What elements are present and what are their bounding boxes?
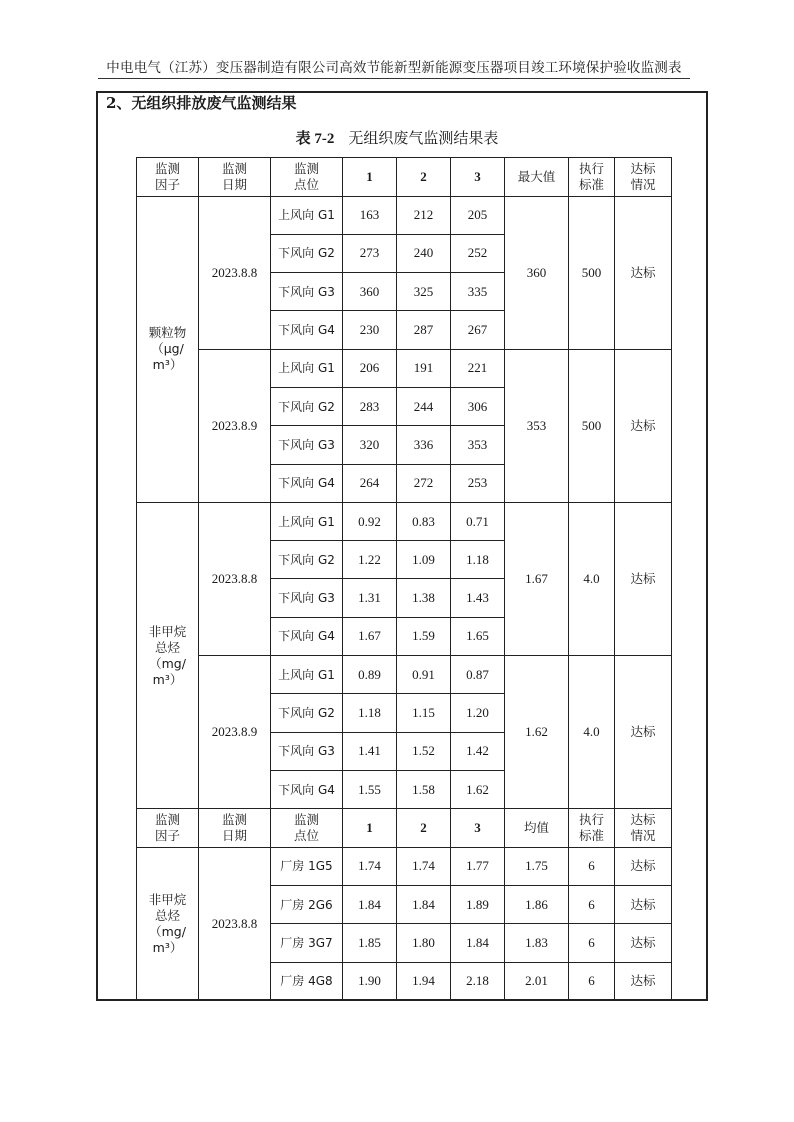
point-cell: 下风向 G3 <box>271 426 343 464</box>
value-cell: 1.41 <box>343 732 397 770</box>
header-col3: 3 <box>451 809 505 848</box>
value-cell: 1.59 <box>397 617 451 655</box>
header-date <box>199 809 271 848</box>
mean-cell: 1.83 <box>505 924 569 962</box>
header-compliance-line: 情况 <box>630 828 656 843</box>
date-cell: 2023.8.8 <box>199 847 271 1000</box>
factor-cell <box>137 196 199 502</box>
date-cell: 2023.8.9 <box>199 349 271 502</box>
value-cell: 191 <box>397 349 451 387</box>
header-standard-line: 标准 <box>578 176 604 192</box>
header-date-line: 日期 <box>221 828 247 843</box>
header-factor-line: 因子 <box>154 828 180 843</box>
point-cell: 上风向 G1 <box>271 196 343 234</box>
value-cell: 335 <box>451 273 505 311</box>
value-cell: 252 <box>451 234 505 272</box>
value-cell: 1.18 <box>343 694 397 732</box>
factor-cell-line: 总烃 <box>154 639 180 655</box>
value-cell: 1.84 <box>451 924 505 962</box>
mean-cell: 2.01 <box>505 962 569 1000</box>
value-cell: 0.92 <box>343 502 397 540</box>
point-cell: 下风向 G4 <box>271 464 343 502</box>
factor-cell-line: m³） <box>152 939 183 955</box>
compliance-cell: 达标 <box>615 656 672 809</box>
value-cell: 1.77 <box>451 847 505 885</box>
value-cell: 360 <box>343 273 397 311</box>
value-cell: 267 <box>451 311 505 349</box>
point-cell: 下风向 G3 <box>271 579 343 617</box>
value-cell: 0.89 <box>343 656 397 694</box>
compliance-cell: 达标 <box>615 196 672 349</box>
point-cell: 厂房 3G7 <box>271 924 343 962</box>
table-header-row <box>137 158 672 197</box>
header-point-line: 监测 <box>293 160 319 176</box>
value-cell: 0.83 <box>397 502 451 540</box>
value-cell: 205 <box>451 196 505 234</box>
value-cell: 1.55 <box>343 770 397 808</box>
header-compliance-line: 达标 <box>630 160 656 176</box>
factor-cell-line: 总烃 <box>154 907 180 923</box>
factor-cell-line: 非甲烷 <box>148 891 187 907</box>
max-cell: 1.62 <box>505 656 569 809</box>
header-point-line: 点位 <box>293 828 319 843</box>
header-factor-line: 监测 <box>154 160 180 176</box>
compliance-cell: 达标 <box>615 349 672 502</box>
table-number: 表 7-2 <box>295 131 335 147</box>
compliance-cell: 达标 <box>615 962 672 1000</box>
value-cell: 2.18 <box>451 962 505 1000</box>
point-cell: 下风向 G3 <box>271 732 343 770</box>
value-cell: 240 <box>397 234 451 272</box>
value-cell: 1.85 <box>343 924 397 962</box>
header-col1: 1 <box>343 809 397 848</box>
value-cell: 1.09 <box>397 541 451 579</box>
point-cell: 下风向 G2 <box>271 234 343 272</box>
value-cell: 1.90 <box>343 962 397 1000</box>
factor-cell-line: （μg/ <box>151 341 184 357</box>
standard-cell: 4.0 <box>569 656 615 809</box>
value-cell: 287 <box>397 311 451 349</box>
compliance-cell: 达标 <box>615 847 672 885</box>
header-factor-line: 监测 <box>154 812 180 827</box>
table-caption <box>0 127 794 148</box>
value-cell: 1.15 <box>397 694 451 732</box>
value-cell: 1.52 <box>397 732 451 770</box>
point-cell: 上风向 G1 <box>271 656 343 694</box>
table-row <box>137 349 672 387</box>
point-cell: 厂房 1G5 <box>271 847 343 885</box>
header-date-line: 监测 <box>221 812 247 827</box>
header-factor <box>137 809 199 848</box>
standard-cell: 500 <box>569 196 615 349</box>
header-point <box>271 809 343 848</box>
value-cell: 273 <box>343 234 397 272</box>
factor-cell-line: m³） <box>152 357 183 373</box>
point-cell: 下风向 G4 <box>271 311 343 349</box>
header-factor <box>137 158 199 197</box>
value-cell: 1.22 <box>343 541 397 579</box>
max-cell: 353 <box>505 349 569 502</box>
emission-table <box>136 157 672 1001</box>
value-cell: 1.18 <box>451 541 505 579</box>
value-cell: 0.87 <box>451 656 505 694</box>
value-cell: 264 <box>343 464 397 502</box>
value-cell: 353 <box>451 426 505 464</box>
header-compliance <box>615 809 672 848</box>
point-cell: 下风向 G2 <box>271 387 343 425</box>
value-cell: 253 <box>451 464 505 502</box>
max-cell: 360 <box>505 196 569 349</box>
standard-cell: 500 <box>569 349 615 502</box>
table-row <box>137 656 672 694</box>
standard-cell: 6 <box>569 847 615 885</box>
header-compliance-line: 情况 <box>630 176 656 192</box>
table-row <box>137 196 672 234</box>
point-cell: 上风向 G1 <box>271 502 343 540</box>
point-cell: 厂房 2G6 <box>271 886 343 924</box>
value-cell: 230 <box>343 311 397 349</box>
value-cell: 320 <box>343 426 397 464</box>
header-point-line: 监测 <box>293 812 319 827</box>
value-cell: 0.71 <box>451 502 505 540</box>
factor-cell-line: （mg/ <box>149 655 186 671</box>
value-cell: 206 <box>343 349 397 387</box>
date-cell: 2023.8.8 <box>199 502 271 655</box>
header-stat: 最大值 <box>505 158 569 197</box>
page-header: 中电电气（江苏）变压器制造有限公司高效节能新型新能源变压器项目竣工环境保护验收监测表 <box>106 60 682 76</box>
header-col1: 1 <box>343 158 397 197</box>
value-cell: 1.89 <box>451 886 505 924</box>
standard-cell: 6 <box>569 886 615 924</box>
header-col2: 2 <box>397 809 451 848</box>
mean-cell: 1.86 <box>505 886 569 924</box>
header-col2: 2 <box>397 158 451 197</box>
table-title: 无组织废气监测结果表 <box>348 129 499 147</box>
value-cell: 1.74 <box>397 847 451 885</box>
value-cell: 1.58 <box>397 770 451 808</box>
table-row <box>137 847 672 885</box>
value-cell: 1.65 <box>451 617 505 655</box>
factor-cell-line: （mg/ <box>149 923 186 939</box>
standard-cell: 6 <box>569 924 615 962</box>
header-stat: 均值 <box>505 809 569 848</box>
header-compliance-line: 达标 <box>630 812 656 827</box>
compliance-cell: 达标 <box>615 502 672 655</box>
value-cell: 1.67 <box>343 617 397 655</box>
header-date <box>199 158 271 197</box>
header-standard <box>569 809 615 848</box>
point-cell: 上风向 G1 <box>271 349 343 387</box>
header-standard-line: 标准 <box>578 828 604 843</box>
value-cell: 163 <box>343 196 397 234</box>
header-standard-line: 执行 <box>578 160 604 176</box>
factor-cell <box>137 502 199 808</box>
header-point-line: 点位 <box>293 176 319 192</box>
point-cell: 下风向 G2 <box>271 541 343 579</box>
value-cell: 1.74 <box>343 847 397 885</box>
header-date-line: 监测 <box>221 160 247 176</box>
value-cell: 1.84 <box>343 886 397 924</box>
value-cell: 325 <box>397 273 451 311</box>
max-cell: 1.67 <box>505 502 569 655</box>
value-cell: 221 <box>451 349 505 387</box>
point-cell: 下风向 G3 <box>271 273 343 311</box>
standard-cell: 6 <box>569 962 615 1000</box>
section-title: 2、无组织排放废气监测结果 <box>106 94 297 112</box>
value-cell: 1.43 <box>451 579 505 617</box>
value-cell: 1.20 <box>451 694 505 732</box>
header-point <box>271 158 343 197</box>
header-date-line: 日期 <box>221 176 247 192</box>
date-cell: 2023.8.8 <box>199 196 271 349</box>
table-header-row <box>137 809 672 848</box>
value-cell: 306 <box>451 387 505 425</box>
point-cell: 下风向 G4 <box>271 617 343 655</box>
value-cell: 336 <box>397 426 451 464</box>
standard-cell: 4.0 <box>569 502 615 655</box>
value-cell: 1.31 <box>343 579 397 617</box>
factor-cell-line: 非甲烷 <box>148 623 187 639</box>
compliance-cell: 达标 <box>615 924 672 962</box>
value-cell: 1.84 <box>397 886 451 924</box>
value-cell: 244 <box>397 387 451 425</box>
table-row <box>137 502 672 540</box>
value-cell: 1.94 <box>397 962 451 1000</box>
value-cell: 1.38 <box>397 579 451 617</box>
value-cell: 272 <box>397 464 451 502</box>
date-cell: 2023.8.9 <box>199 656 271 809</box>
value-cell: 283 <box>343 387 397 425</box>
header-factor-line: 因子 <box>154 176 180 192</box>
value-cell: 1.62 <box>451 770 505 808</box>
point-cell: 厂房 4G8 <box>271 962 343 1000</box>
compliance-cell: 达标 <box>615 886 672 924</box>
header-rule <box>98 78 690 79</box>
factor-cell-line: m³） <box>152 671 183 687</box>
value-cell: 1.80 <box>397 924 451 962</box>
factor-cell-line: 颗粒物 <box>148 325 187 341</box>
header-compliance <box>615 158 672 197</box>
factor-cell <box>137 847 199 1000</box>
header-col3: 3 <box>451 158 505 197</box>
value-cell: 212 <box>397 196 451 234</box>
header-standard <box>569 158 615 197</box>
value-cell: 0.91 <box>397 656 451 694</box>
point-cell: 下风向 G2 <box>271 694 343 732</box>
point-cell: 下风向 G4 <box>271 770 343 808</box>
mean-cell: 1.75 <box>505 847 569 885</box>
header-standard-line: 执行 <box>578 812 604 827</box>
value-cell: 1.42 <box>451 732 505 770</box>
